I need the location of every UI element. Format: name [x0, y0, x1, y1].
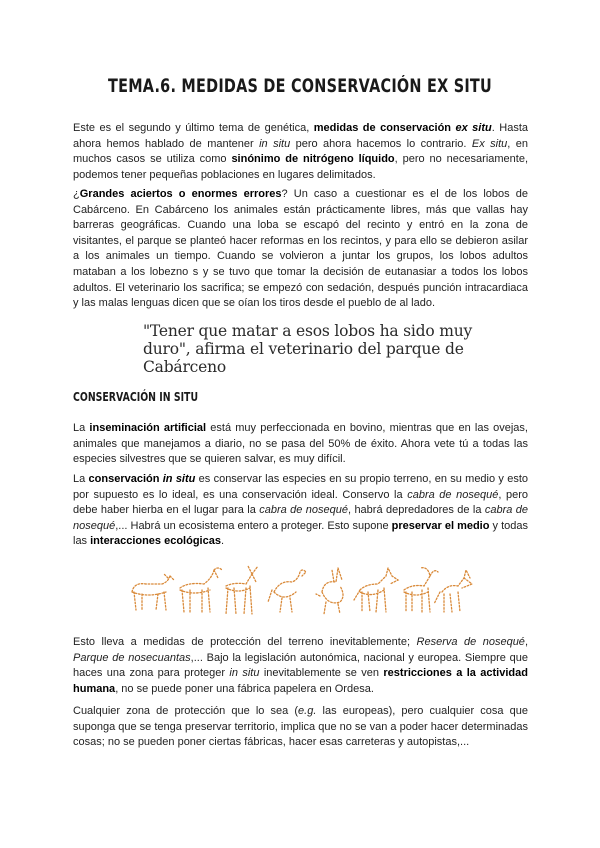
news-headline-quote: "Tener que matar a esos lobos ha sido muy duro", afirma el veterinario del parque de Cabárceno — [143, 322, 473, 376]
term-liquid-nitrogen: sinónimo de nitrógeno líquido — [231, 153, 395, 166]
goat-icon — [180, 568, 222, 612]
section-heading-in-situ: CONSERVACIÓN IN SITU — [73, 390, 199, 404]
rabbit-icon — [316, 568, 343, 614]
paragraph-intro: Este es el segundo y último tema de genética, medidas de conservación ex situ. Hasta ahora hemos hablado de mantener in situ pero ahora hacemos lo contrario. Ex situ, en muchos casos se utiliza como sinónimo de nitrógeno líquido, pero no necesariamente, podemos tener pequeñas poblaciones en lugares delimitados. — [73, 122, 529, 181]
paragraph-artificial-insemination: La inseminación artificial está muy perfeccionada en bovino, mientras que en las ovejas, animales que manejamos a diario, no se pasa del 50% de éxito. Ahora vete tú a todas las especies silvestres que se quieren salvar, es muy difícil. — [73, 422, 528, 466]
paragraph-cabarceno-wolves: ¿Grandes aciertos o enormes errores? Un caso a cuestionar es el de los lobos de Cabárceno. En Cabárceno los animales están prácticamente libres, más que vallas hay barreras geográficas. Cuando una loba se escapó del recinto y entró en la zona de visitantes, el parque se planteó hacer reformas en los recintos, y para ello se debieron asilar a los animales un tiempo. Cuando se volvieron a juntar los grupos, los lobos adultos mataban a los lobezno s y se tuvo que tomar la decisión de eutanasiar a todos los lobos adultos. El veterinario los sacrifica; se empezó con sedación, después punción intracardiaca y las malas lenguas dicen que se oían los tiros desde el pueblo de al lado. — [73, 188, 528, 310]
term-human-activity-restrictions: restricciones a la actividad humana — [73, 667, 528, 695]
animal-illustration — [128, 562, 474, 620]
wolf-icon — [434, 570, 472, 612]
paragraph-protection-zones: Cualquier zona de protección que lo sea (e.g. las europeas), pero cualquier cosa que suponga que se tenga preservar territorio, implica que no se van a poder hacer determinadas cosas; no se pueden poner ciertas fábricas, hacer esas carreteras y autopistas,... — [73, 705, 528, 749]
fox-icon — [354, 568, 398, 612]
animal-illustration-row — [128, 562, 474, 620]
term-great-successes: Grandes aciertos o enormes errores — [79, 188, 282, 200]
term-ex-situ-measures: medidas de conservación ex situ — [313, 122, 492, 134]
term-in-situ-conservation: conservación in situ — [88, 473, 196, 485]
cow-icon — [132, 574, 174, 610]
term-artificial-insemination: inseminación artificial — [89, 422, 207, 434]
term-preserve-environment: preservar el medio — [391, 519, 490, 532]
ibex-icon — [404, 568, 438, 612]
paragraph-land-protection: Esto lleva a medidas de protección del terreno inevitablemente; Reserva de nosequé, Parque de nosecuantas,... Bajo la legislación autonómica, nacional y europea. Siempre que haces una zona para proteger in situ inevitablemente se ven restricciones a la actividad humana, no se puede poner una fábrica papelera en Ordesa. — [73, 636, 528, 695]
bird-icon — [268, 570, 306, 612]
page-title: TEMA.6. MEDIDAS DE CONSERVACIÓN EX SITU — [108, 76, 492, 97]
deer-icon — [226, 566, 258, 614]
term-ecological-interactions: interacciones ecológicas — [90, 535, 221, 548]
paragraph-in-situ-conservation: La conservación in situ es conservar las especies en su propio terreno, en su medio y esto por supuesto es lo ideal, es una conservación ideal. Conservo la cabra de nosequé, pero debe haber hierba en el lugar para la cabra de nosequé, habrá depredadores de la cabra de nosequé,... Habrá un ecosistema entero a proteger. Esto supone preservar el medio y todas las interacciones ecológicas. — [73, 473, 529, 548]
